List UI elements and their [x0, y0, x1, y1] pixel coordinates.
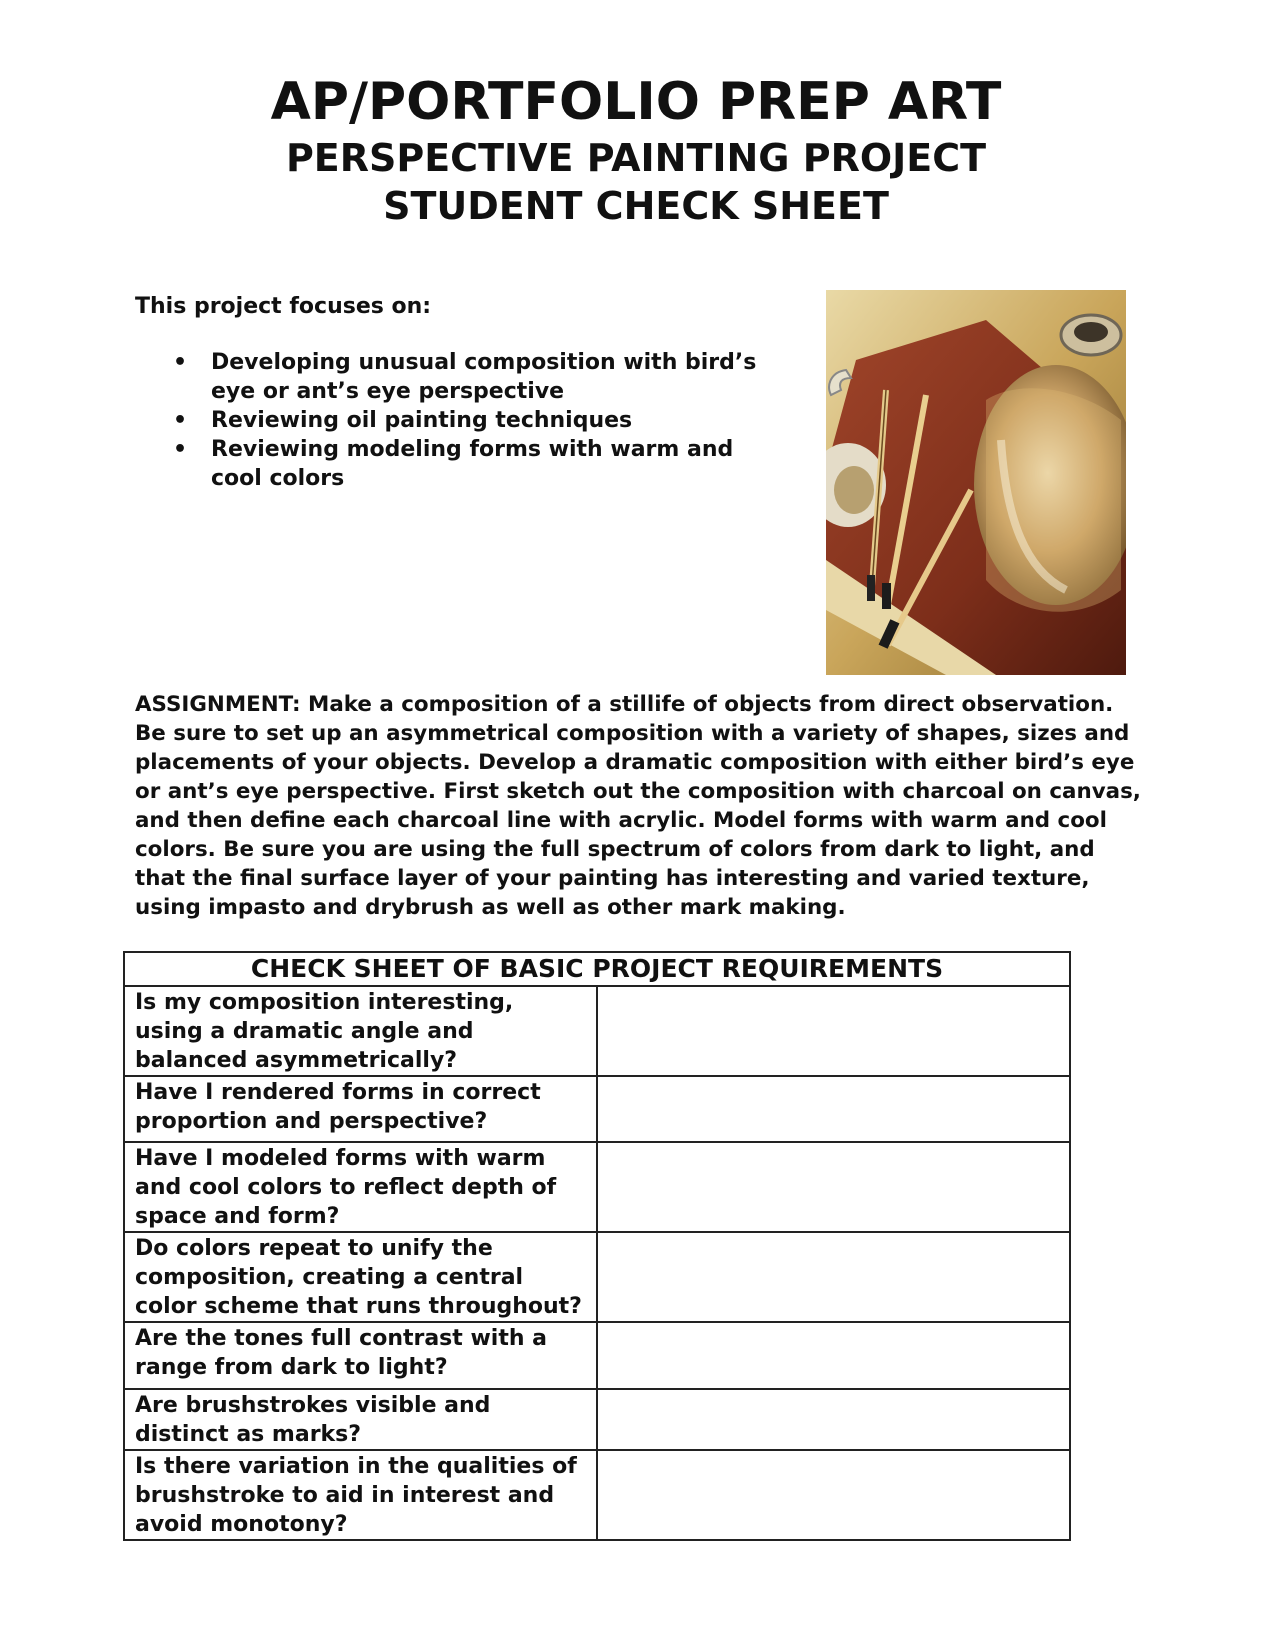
- list-item: • Reviewing modeling forms with warm and cool colors: [173, 437, 734, 491]
- bullet-icon: •: [173, 437, 188, 462]
- check-box[interactable]: [597, 1450, 1070, 1540]
- table-row: [124, 1232, 1070, 1322]
- bullet-icon: •: [173, 350, 188, 375]
- list-item: • Developing unusual composition with bird’s eye or ant’s eye perspective: [173, 350, 757, 404]
- requirement-question: Are brushstrokes visible and distinct as marks?: [124, 1389, 597, 1450]
- table-header-row: [124, 952, 1070, 986]
- check-box[interactable]: [597, 1142, 1070, 1232]
- check-box[interactable]: [597, 1322, 1070, 1389]
- page-title: AP/PORTFOLIO PREP ART: [270, 72, 1002, 132]
- table-row: [124, 986, 1070, 1076]
- requirement-question: Are the tones full contrast with a range from dark to light?: [124, 1322, 597, 1389]
- focus-list: [135, 348, 785, 493]
- table-header: CHECK SHEET OF BASIC PROJECT REQUIREMENTS: [124, 952, 1070, 986]
- assignment-text: ASSIGNMENT: Make a composition of a stillife of objects from direct observation. Be sure to set up an asymmetrical composition with a variety of shapes, sizes and placements of your objects. Develop a dramatic composition with either bird’s eye or ant’s eye perspective. First sketch out the composition with charcoal on canvas, and then define each charcoal line with acrylic. Model forms with warm and cool colors. Be sure you are using the full spectrum of colors from dark to light, and that the final surface layer of your painting has interesting and varied texture, using impasto and drybrush as well as other mark making.: [135, 692, 1141, 920]
- check-box[interactable]: [597, 1232, 1070, 1322]
- check-box[interactable]: [597, 986, 1070, 1076]
- still-life-painting-image: [826, 290, 1126, 675]
- list-item: • Reviewing oil painting techniques: [173, 408, 633, 433]
- requirement-question: Is there variation in the qualities of brushstroke to aid in interest and avoid monotony?: [124, 1450, 597, 1540]
- focus-intro: This project focuses on:: [135, 294, 432, 319]
- check-box[interactable]: [597, 1076, 1070, 1142]
- table-row: [124, 1389, 1070, 1450]
- bullet-icon: •: [173, 408, 188, 433]
- title-block: [0, 72, 1272, 230]
- requirement-question: Do colors repeat to unify the composition, creating a central color scheme that runs throughout?: [124, 1232, 597, 1322]
- page-subtitle: PERSPECTIVE PAINTING PROJECT: [285, 136, 987, 180]
- requirement-question: Have I modeled forms with warm and cool colors to reflect depth of space and form?: [124, 1142, 597, 1232]
- page-subtitle-2: STUDENT CHECK SHEET: [383, 184, 889, 228]
- requirement-question: Have I rendered forms in correct proportion and perspective?: [124, 1076, 597, 1142]
- check-box[interactable]: [597, 1389, 1070, 1450]
- table-row: [124, 1142, 1070, 1232]
- table-row: [124, 1076, 1070, 1142]
- table-row: [124, 1450, 1070, 1540]
- table-row: [124, 1322, 1070, 1389]
- requirements-table: [123, 951, 1071, 1541]
- requirement-question: Is my composition interesting, using a dramatic angle and balanced asymmetrically?: [124, 986, 597, 1076]
